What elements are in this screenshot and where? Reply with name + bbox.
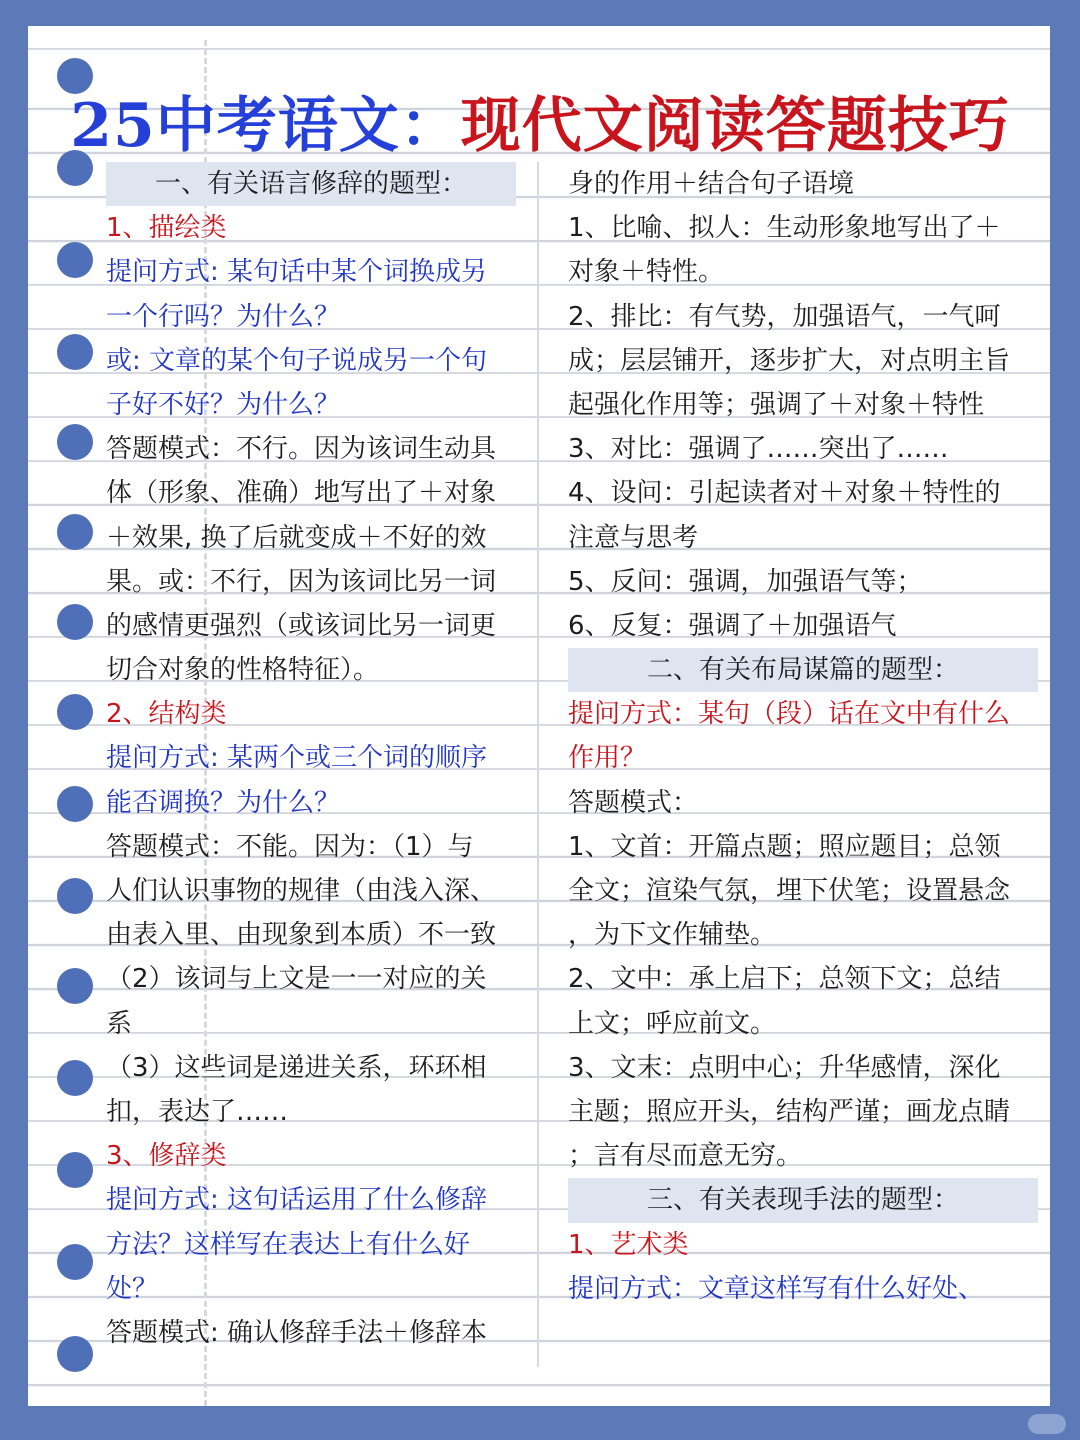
text-line: 2、文中：承上启下；总领下文；总结 [568,964,1001,995]
text-line: 2、排比：有气势，加强语气，一气呵 [568,301,1001,332]
text-line: 成；层层铺开，逐步扩大，对点明主旨 [568,345,1011,376]
title-part-blue: 25中考语文： [70,91,461,161]
binder-hole [57,514,93,550]
text-line: 答题模式：不行。因为该词生动具 [106,434,497,465]
text-line: 提问方式：某句（段）话在文中有什么 [568,699,1011,730]
text-line: ＋效果, 换了后就变成＋不好的效 [106,522,487,553]
left-column [106,162,516,1355]
text-line: 人们认识事物的规律（由浅入深、 [106,876,497,906]
text-line: 切合对象的性格特征）。 [106,655,380,686]
binder-hole [57,424,93,460]
text-line: 答题模式：不能。因为：（1）与 [106,831,474,862]
text-line: 注意与思考 [568,522,699,553]
binder-hole [57,1336,93,1372]
text-line: 系 [106,1008,133,1039]
text-line: 3、修辞类 [106,1141,227,1172]
text-line: 方法？这样写在表达上有什么好 [106,1229,471,1260]
binder-hole [57,604,93,640]
text-line: 一个行吗？为什么？ [106,301,341,332]
text-line: 果。或：不行，因为该词比另一词 [106,566,497,597]
text-line: 子好不好？为什么？ [106,389,341,420]
watermark-badge [1028,1414,1066,1434]
text-line: 5、反问：强调，加强语气等； [568,566,923,597]
text-line: 对象＋特性。 [568,257,725,288]
binder-hole [57,694,93,730]
text-line: 1、描绘类 [106,213,227,244]
text-line: 能否调换？为什么？ [106,787,341,818]
text-line: 扣，表达了…… [106,1096,289,1127]
binder-hole [57,878,93,914]
text-line: 3、文末：点明中心；升华感情，深化 [568,1052,1001,1083]
column-divider [537,162,539,1367]
text-line: 1、比喻、拟人：生动形象地写出了＋ [568,213,1001,244]
section-heading: 三、有关表现手法的题型： [568,1178,1038,1222]
title-part-red: 现代文阅读答题技巧 [460,91,1010,161]
text-line: 答题模式: 确认修辞手法＋修辞本 [106,1317,488,1348]
text-line: 主题；照应开头，结构严谨；画龙点睛 [568,1096,1011,1127]
text-line: ，为下文作辅垫。 [568,920,777,951]
text-line: 1、艺术类 [568,1229,689,1260]
text-line: 提问方式：文章这样写有什么好处、 [568,1273,985,1304]
text-line: （2）该词与上文是一一对应的关 [106,964,487,995]
binder-hole [57,1244,93,1280]
text-line: 提问方式: 某两个或三个词的顺序 [106,743,488,774]
text-line: 提问方式: 某句话中某个词换成另 [106,257,488,288]
text-line: 2、结构类 [106,699,227,730]
text-line: 或: 文章的某个句子说成另一个句 [106,345,488,376]
text-line: 身的作用＋结合句子语境 [568,169,855,199]
text-line: 起强化作用等；强调了＋对象＋特性 [568,389,985,420]
text-line: 处？ [106,1273,159,1304]
binder-hole [57,786,93,822]
text-line: 3、对比：强调了……突出了…… [568,434,949,465]
text-line: 作用？ [568,743,647,774]
text-line: 6、反复：强调了＋加强语气 [568,610,897,641]
binder-hole [57,1060,93,1096]
text-line: 答题模式： [568,787,699,818]
binder-hole [57,242,93,278]
binder-hole [57,1152,93,1188]
right-column [568,162,1038,1311]
section-heading: 一、有关语言修辞的题型： [106,162,516,206]
text-line: 全文；渲染气氛，埋下伏笔；设置悬念 [568,876,1011,906]
text-line: 4、设问：引起读者对＋对象＋特性的 [568,478,1001,509]
page-title [0,78,1080,164]
text-line: 体（形象、准确）地写出了＋对象 [106,478,497,509]
binder-hole [57,334,93,370]
text-line: 提问方式: 这句话运用了什么修辞 [106,1185,488,1216]
text-line: （3）这些词是递进关系，环环相 [106,1052,487,1083]
text-line: 的感情更强烈（或该词比另一词更 [106,610,497,641]
section-heading: 二、有关布局谋篇的题型： [568,648,1038,692]
binder-hole [57,968,93,1004]
text-line: 由表入里、由现象到本质）不一致 [106,920,497,951]
text-line: 1、文首：开篇点题；照应题目；总领 [568,831,1001,862]
text-line: ；言有尽而意无穷。 [568,1141,803,1172]
text-line: 上文；呼应前文。 [568,1008,777,1039]
